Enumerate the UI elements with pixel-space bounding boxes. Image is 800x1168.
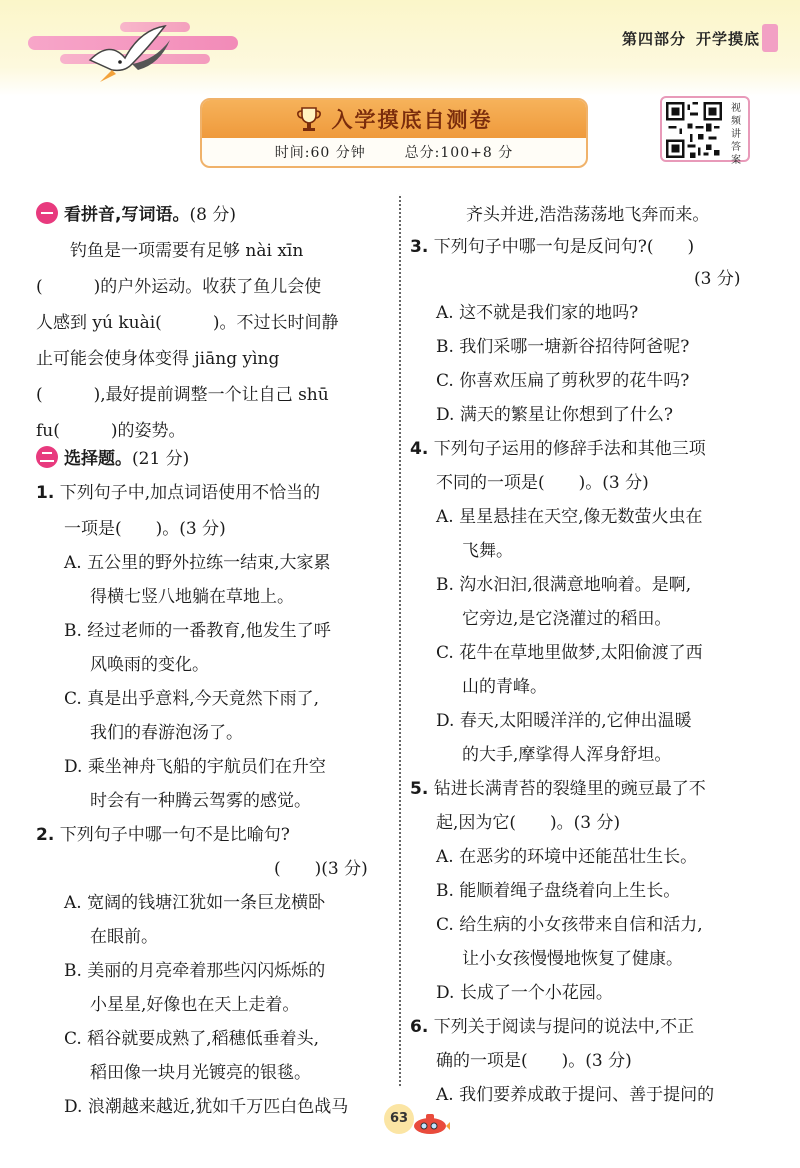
q2-option-a-cont: 在眼前。: [90, 927, 158, 947]
q5-option-b: B. 能顺着绳子盘绕着向上生长。: [436, 881, 681, 901]
passage-line: ( ),最好提前调整一个让自己 shū: [36, 385, 329, 405]
passage-line: ( )的户外运动。收获了鱼儿会使: [36, 277, 322, 297]
q1-option-d: D. 乘坐神舟飞船的宇航员们在升空: [64, 757, 326, 777]
page-title: 入学摸底自测卷: [331, 108, 493, 132]
q1-option-d-cont: 时会有一种腾云驾雾的感觉。: [90, 791, 311, 811]
q4-option-d-cont: 的大手,摩挲得人浑身舒坦。: [462, 745, 672, 765]
question-3-score: (3 分): [694, 269, 741, 289]
question-text: 钻进长满青苔的裂缝里的豌豆最了不: [433, 779, 706, 799]
question-1-stem: [36, 478, 320, 503]
question-1-stem-cont: 一项是( )。(3 分): [64, 519, 226, 539]
question-6-stem-cont: 确的一项是( )。(3 分): [436, 1051, 632, 1071]
page-number: 63: [384, 1104, 414, 1134]
section-two-badge-icon: [36, 446, 58, 468]
question-2-stem: [36, 820, 290, 845]
section-one-score: (8 分): [189, 205, 236, 225]
q2-option-a: A. 宽阔的钱塘江犹如一条巨龙横卧: [64, 893, 326, 913]
question-number: 1.: [36, 483, 55, 503]
q5-option-c-cont: 让小女孩慢慢地恢复了健康。: [462, 949, 683, 969]
qr-label: 视频讲答案: [731, 103, 741, 166]
question-3-stem: [410, 232, 694, 257]
q6-option-a: A. 我们要养成敢于提问、善于提问的: [436, 1085, 715, 1105]
section-one-badge-icon: [36, 202, 58, 224]
question-text: 下列句子中,加点词语使用不恰当的: [59, 483, 321, 503]
qr-code-icon[interactable]: [666, 102, 722, 158]
q3-option-d: D. 满天的繁星让你想到了什么?: [436, 405, 673, 425]
question-4-stem-cont: 不同的一项是( )。(3 分): [436, 473, 649, 493]
q1-option-a-cont: 得横七竖八地躺在草地上。: [90, 587, 294, 607]
q4-option-b-cont: 它旁边,是它浇灌过的稻田。: [462, 609, 672, 629]
q3-option-b: B. 我们采哪一塘新谷招待阿爸呢?: [436, 337, 690, 357]
section-two-score: (21 分): [132, 449, 190, 469]
q2-option-b: B. 美丽的月亮牵着那些闪闪烁烁的: [64, 961, 326, 981]
q4-option-c: C. 花牛在草地里做梦,太阳偷渡了西: [436, 643, 703, 663]
section-two-title: 选择题。: [64, 449, 132, 469]
title-banner: [202, 100, 586, 138]
header-part: 第四部分: [621, 30, 686, 48]
question-text: 下列句子中哪一句是反问句?( ): [433, 237, 695, 257]
question-6-stem: [410, 1012, 694, 1037]
header-part-label: [612, 28, 760, 49]
question-number: 3.: [410, 237, 429, 257]
question-text: 下列句子中哪一句不是比喻句?: [59, 825, 290, 845]
qr-code-panel[interactable]: [660, 96, 750, 166]
q2-option-d-cont: 齐头并进,浩浩荡荡地飞奔而来。: [466, 205, 710, 225]
question-number: 5.: [410, 779, 429, 799]
question-number: 4.: [410, 439, 429, 459]
passage-line: fu( )的姿势。: [36, 421, 186, 441]
question-text: 下列关于阅读与提问的说法中,不正: [433, 1017, 695, 1037]
q4-option-d: D. 春天,太阳暖洋洋的,它伸出温暖: [436, 711, 692, 731]
q5-option-d: D. 长成了一个小花园。: [436, 983, 613, 1003]
section-one-heading: [36, 200, 236, 225]
question-5-stem-cont: 起,因为它( )。(3 分): [436, 813, 621, 833]
q1-option-b-cont: 风唤雨的变化。: [90, 655, 209, 675]
trophy-icon: [296, 105, 322, 133]
passage-line: 止可能会使身体变得 jiāng yìng: [36, 349, 280, 369]
question-number: 6.: [410, 1017, 429, 1037]
question-4-stem: [410, 434, 706, 459]
q1-option-c-cont: 我们的春游泡汤了。: [90, 723, 243, 743]
question-text: 下列句子运用的修辞手法和其他三项: [433, 439, 706, 459]
q4-option-c-cont: 山的青峰。: [462, 677, 547, 697]
q4-option-b: B. 沟水汩汩,很满意地响着。是啊,: [436, 575, 692, 595]
q4-option-a-cont: 飞舞。: [462, 541, 513, 561]
passage-line: 人感到 yú kuài( )。不过长时间静: [36, 313, 339, 333]
question-5-stem: [410, 774, 706, 799]
column-divider: [399, 196, 401, 1086]
q1-option-a: A. 五公里的野外拉练一结束,大家累: [64, 553, 331, 573]
q1-option-c: C. 真是出乎意料,今天竟然下雨了,: [64, 689, 320, 709]
title-box: [200, 98, 588, 168]
section-two-heading: [36, 444, 189, 469]
q2-option-b-cont: 小星星,好像也在天上走着。: [90, 995, 300, 1015]
q3-option-c: C. 你喜欢压扁了剪秋罗的花牛吗?: [436, 371, 690, 391]
q2-option-c-cont: 稻田像一块月光镀亮的银毯。: [90, 1063, 311, 1083]
q3-option-a: A. 这不就是我们家的地吗?: [436, 303, 639, 323]
header-accent-bar: [762, 24, 778, 52]
question-number: 2.: [36, 825, 55, 845]
exam-total-score: 总分:100+8 分: [404, 145, 514, 161]
section-one-title: 看拼音,写词语。: [64, 205, 190, 225]
seagull-icon: [70, 20, 180, 90]
q4-option-a: A. 星星悬挂在天空,像无数萤火虫在: [436, 507, 703, 527]
q5-option-a: A. 在恶劣的环境中还能茁壮生长。: [436, 847, 698, 867]
submarine-icon: [410, 1108, 450, 1136]
q5-option-c: C. 给生病的小女孩带来自信和活力,: [436, 915, 703, 935]
q2-option-c: C. 稻谷就要成熟了,稻穗低垂着头,: [64, 1029, 320, 1049]
q2-option-d: D. 浪潮越来越近,犹如千万匹白色战马: [64, 1097, 349, 1117]
passage-line: 钓鱼是一项需要有足够 nài xīn: [70, 241, 304, 261]
exam-time: 时间:60 分钟: [274, 145, 366, 161]
title-subtitle: [202, 142, 586, 162]
question-2-score: ( )(3 分): [274, 859, 368, 879]
header-section: 开学摸底: [695, 30, 760, 48]
q1-option-b: B. 经过老师的一番教育,他发生了呼: [64, 621, 331, 641]
